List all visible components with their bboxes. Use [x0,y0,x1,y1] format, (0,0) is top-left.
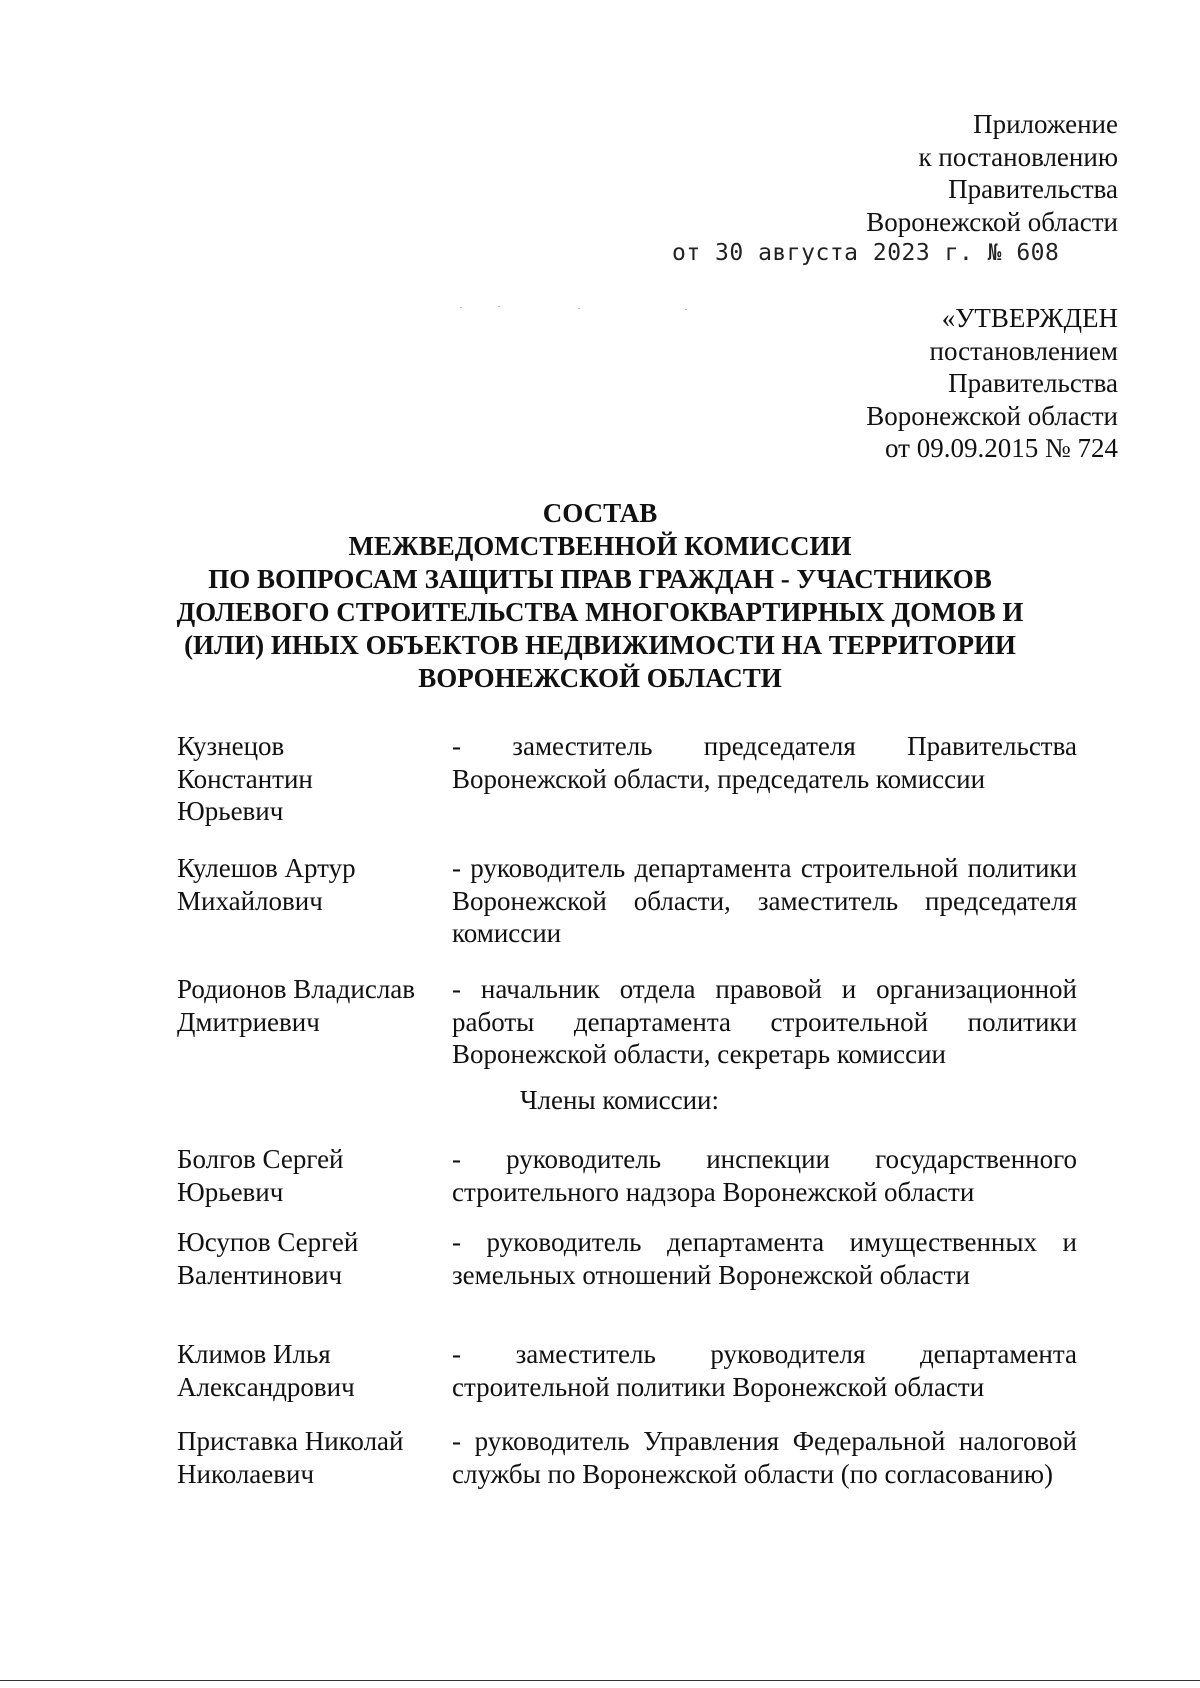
member-name-line: Константин [177,763,313,794]
document-title [150,497,1050,695]
scan-specks [460,307,700,313]
member-role: - заместитель руководителя департамента строительной политики Воронежской области [452,1339,1077,1402]
member-role: - руководитель Управления Федеральной налоговой службы по Воронежской области (по согласованию) [452,1426,1077,1489]
member-name-line: Кузнецов [177,731,285,761]
approved-line: Правительства [948,368,1118,398]
member-role: - начальник отдела правовой и организационной работы департамента строительной политики Воронежской области, секретарь комиссии [452,974,1077,1069]
member-name-line: Юрьевич [177,1176,284,1207]
title-line: (ИЛИ) ИНЫХ ОБЪЕКТОВ НЕДВИЖИМОСТИ НА ТЕРРИТОРИИ [184,630,1016,660]
approved-line: постановлением [929,335,1118,366]
member-name-line: Приставка Николай [177,1426,404,1456]
member-name [177,730,447,828]
approved-header [866,302,1118,465]
title-line: СОСТАВ [542,498,658,528]
title-line: МЕЖВЕДОМСТВЕННОЙ КОМИССИИ [348,531,852,561]
member-name-line: Родионов Владислав [177,974,416,1004]
member-name-line: Валентинович [177,1259,343,1290]
member-name-line: Кулешов Артур [177,853,356,883]
member-name-line: Николаевич [177,1458,315,1489]
member-name-line: Климов Илья [177,1339,331,1369]
scan-speck [498,306,500,307]
appendix-line: Воронежской области [866,206,1118,237]
approved-line: Воронежской области [866,400,1118,431]
member-role: - руководитель инспекции государственного строительного надзора Воронежской области [452,1144,1077,1207]
member-name [177,1425,447,1490]
member-name [177,852,447,917]
title-line: ПО ВОПРОСАМ ЗАЩИТЫ ПРАВ ГРАЖДАН - УЧАСТНИКОВ [208,564,992,594]
appendix-line: Правительства [948,174,1118,204]
member-name [177,1143,447,1208]
approved-line: от 09.09.2015 № 724 [885,433,1118,463]
scan-speck [685,309,687,310]
member-name-line: Юсупов Сергей [177,1227,359,1257]
approved-line: «УТВЕРЖДЕН [941,303,1118,333]
member-name-line: Дмитриевич [177,1006,320,1037]
member-name-line: Михайлович [177,885,323,916]
member-name-line: Александрович [177,1371,355,1402]
members-heading: Члены комиссии: [520,1085,719,1115]
scan-speck [460,307,462,308]
scan-speck [578,308,580,309]
member-name [177,1226,447,1291]
member-name [177,973,447,1038]
page-bottom-rule [0,1680,1200,1681]
member-name-line: Болгов Сергей [177,1144,344,1174]
appendix-line: Приложение [973,109,1118,139]
member-role: - руководитель департамента имущественных и земельных отношений Воронежской области [452,1227,1077,1290]
title-line: ДОЛЕВОГО СТРОИТЕЛЬСТВА МНОГОКВАРТИРНЫХ ДОМОВ И [176,597,1024,627]
title-line: ВОРОНЕЖСКОЙ ОБЛАСТИ [418,663,782,693]
decree-date-number: от 30 августа 2023 г. № 608 [672,240,1060,266]
member-role: - заместитель председателя Правительства Воронежской области, председатель комиссии [452,731,1077,794]
member-name-line: Юрьевич [177,796,284,826]
appendix-line: к постановлению [918,141,1118,172]
appendix-header [866,108,1118,238]
member-role: - руководитель департамента строительной политики Воронежской области, заместитель председателя комиссии [452,853,1077,948]
member-name [177,1338,447,1403]
